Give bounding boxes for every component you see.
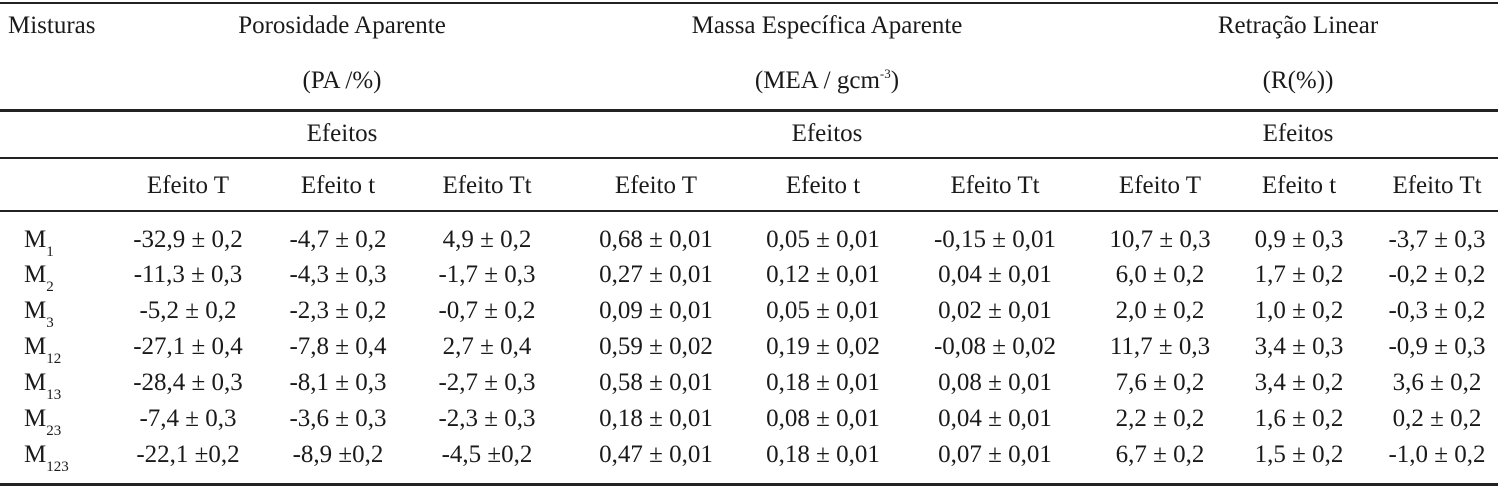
table-cell: 2,2 ± 0,2 [1115, 405, 1205, 432]
table-cell: -11,3 ± 0,3 [133, 261, 243, 288]
mixture-letter: M [24, 333, 47, 360]
mixture-subscript: 12 [46, 351, 62, 367]
table-cell: 0,47 ± 0,01 [599, 441, 713, 468]
table-cell: 0,09 ± 0,01 [599, 297, 713, 324]
mixture-subscript: 23 [46, 423, 62, 439]
table-cell: -3,7 ± 0,3 [1388, 226, 1486, 253]
mixture-label [24, 333, 62, 367]
density-effects-label: Efeitos [791, 120, 863, 147]
table-cell: 0,05 ± 0,01 [766, 297, 880, 324]
table-cell: -8,1 ± 0,3 [289, 369, 387, 396]
table-cell: 0,18 ± 0,01 [599, 405, 713, 432]
mixtures-header: Misturas [8, 12, 96, 39]
mixture-letter: M [24, 405, 47, 432]
table-cell: -0,2 ± 0,2 [1388, 261, 1486, 288]
table-cell: -28,4 ± 0,3 [133, 369, 243, 396]
table-cell: 4,9 ± 0,2 [442, 226, 532, 253]
mixture-subscript: 2 [46, 279, 54, 295]
table-cell: -32,9 ± 0,2 [133, 226, 243, 253]
table-cell: 6,7 ± 0,2 [1115, 441, 1205, 468]
table-cell: 0,58 ± 0,01 [599, 369, 713, 396]
table-cell: -0,3 ± 0,2 [1388, 297, 1486, 324]
table-cell: 0,18 ± 0,01 [766, 369, 880, 396]
table-cell: 0,05 ± 0,01 [766, 226, 880, 253]
table-cell: -3,6 ± 0,3 [289, 405, 387, 432]
table-cell: 0,04 ± 0,01 [938, 261, 1052, 288]
mixture-subscript: 123 [46, 459, 69, 475]
table-cell: 11,7 ± 0,3 [1109, 333, 1211, 360]
table-cell: 1,0 ± 0,2 [1254, 297, 1344, 324]
subheader-effect: Efeito t [300, 172, 376, 199]
table-cell: 6,0 ± 0,2 [1115, 261, 1205, 288]
table-cell: -2,7 ± 0,3 [438, 369, 536, 396]
subheader-effect: Efeito Tt [950, 172, 1040, 199]
shrinkage-unit: (R(%)) [1262, 67, 1334, 94]
table-cell: -1,0 ± 0,2 [1388, 441, 1486, 468]
table-cell: 3,4 ± 0,3 [1254, 333, 1344, 360]
subheader-effect: Efeito Tt [1392, 172, 1482, 199]
table-cell: -0,15 ± 0,01 [933, 226, 1057, 253]
shrinkage-header: Retração Linear [1217, 12, 1379, 39]
effects-rule [0, 157, 1498, 159]
table-cell: 1,7 ± 0,2 [1254, 261, 1344, 288]
table-cell: 0,12 ± 0,01 [766, 261, 880, 288]
bottom-rule [0, 483, 1498, 486]
subheader-effect: Efeito T [1118, 172, 1202, 199]
table-cell: 10,7 ± 0,3 [1109, 226, 1211, 253]
table-cell: 0,02 ± 0,01 [938, 297, 1052, 324]
table-cell: 0,07 ± 0,01 [938, 441, 1052, 468]
table-cell: 0,68 ± 0,01 [599, 226, 713, 253]
porosity-header: Porosidade Aparente [238, 12, 446, 39]
table-cell: 1,6 ± 0,2 [1254, 405, 1344, 432]
table-cell: -27,1 ± 0,4 [133, 333, 243, 360]
table-cell: -7,4 ± 0,3 [139, 405, 237, 432]
mixture-label [24, 441, 69, 475]
mixture-letter: M [24, 226, 47, 253]
subheader-effect: Efeito t [785, 172, 861, 199]
top-rule [0, 2, 1498, 4]
density-unit-prefix: (MEA / gcm [754, 67, 880, 94]
table-cell: -5,2 ± 0,2 [139, 297, 237, 324]
subheader-effect: Efeito t [1261, 172, 1337, 199]
subheader-effect: Efeito T [614, 172, 698, 199]
table-cell: 2,7 ± 0,4 [442, 333, 532, 360]
mixture-label [24, 261, 54, 295]
table-cell: -2,3 ± 0,2 [289, 297, 387, 324]
table-cell: -2,3 ± 0,3 [438, 405, 536, 432]
table-cell: -4,3 ± 0,3 [289, 261, 387, 288]
subheader-effect: Efeito T [146, 172, 230, 199]
mixture-letter: M [24, 441, 47, 468]
density-unit-exponent: -3 [879, 66, 891, 81]
table-cell: -1,7 ± 0,3 [438, 261, 536, 288]
shrinkage-effects-label: Efeitos [1262, 120, 1334, 147]
mixture-letter: M [24, 297, 47, 324]
table-cell: 0,08 ± 0,01 [938, 369, 1052, 396]
subheader-effect: Efeito Tt [442, 172, 532, 199]
table-cell: -0,9 ± 0,3 [1388, 333, 1486, 360]
table-cell: -4,5 ±0,2 [441, 441, 533, 468]
table-cell: -22,1 ±0,2 [136, 441, 240, 468]
mixture-label [24, 369, 62, 403]
mixture-subscript: 13 [46, 387, 62, 403]
table-cell: 0,59 ± 0,02 [599, 333, 713, 360]
mixture-letter: M [24, 261, 47, 288]
mixture-letter: M [24, 369, 47, 396]
mixture-label [24, 405, 62, 439]
table-cell: -8,9 ±0,2 [292, 441, 384, 468]
header-rule [0, 109, 1498, 112]
table-cell: 0,9 ± 0,3 [1254, 226, 1344, 253]
table-cell: 0,08 ± 0,01 [766, 405, 880, 432]
table-cell: 3,6 ± 0,2 [1392, 369, 1482, 396]
subheader-rule [0, 210, 1498, 212]
mixture-label [24, 226, 54, 260]
table-cell: 0,18 ± 0,01 [766, 441, 880, 468]
table-cell: -0,7 ± 0,2 [438, 297, 536, 324]
porosity-effects-label: Efeitos [306, 120, 378, 147]
mixture-label [24, 297, 54, 331]
density-unit [755, 68, 899, 93]
table-cell: 3,4 ± 0,2 [1254, 369, 1344, 396]
density-header: Massa Específica Aparente [691, 12, 963, 39]
table-cell: 0,2 ± 0,2 [1392, 405, 1482, 432]
table-cell: 7,6 ± 0,2 [1115, 369, 1205, 396]
table-cell: -7,8 ± 0,4 [289, 333, 387, 360]
mixture-subscript: 1 [46, 244, 54, 260]
table-cell: 0,19 ± 0,02 [766, 333, 880, 360]
table-cell: -0,08 ± 0,02 [933, 333, 1057, 360]
table-cell: 0,27 ± 0,01 [599, 261, 713, 288]
density-unit-suffix: ) [890, 67, 900, 94]
porosity-unit: (PA /%) [302, 67, 382, 94]
table-cell: 0,04 ± 0,01 [938, 405, 1052, 432]
mixture-subscript: 3 [46, 315, 54, 331]
table-cell: -4,7 ± 0,2 [289, 226, 387, 253]
table-cell: 1,5 ± 0,2 [1254, 441, 1344, 468]
table-cell: 2,0 ± 0,2 [1115, 297, 1205, 324]
